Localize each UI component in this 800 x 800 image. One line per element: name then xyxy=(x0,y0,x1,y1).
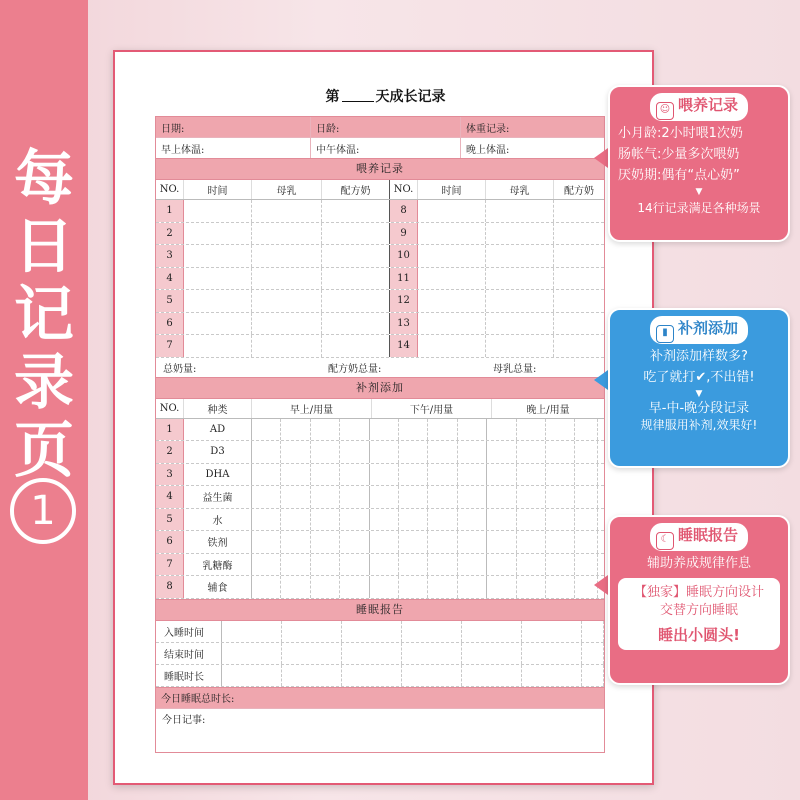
formula-cell[interactable] xyxy=(322,335,390,357)
dose-check-cell[interactable] xyxy=(428,464,457,486)
breast-milk-cell[interactable] xyxy=(252,313,322,335)
supplement-tag xyxy=(650,316,748,344)
feeding-section-title: 喂养记录 xyxy=(156,159,604,180)
dose-check-cell[interactable] xyxy=(517,554,546,576)
dose-check-cell[interactable] xyxy=(428,554,457,576)
dose-check-cell[interactable] xyxy=(546,576,575,598)
header-morning: 早上/用量 xyxy=(252,399,372,418)
breast-milk-cell[interactable] xyxy=(252,335,322,357)
row-number: 10 xyxy=(390,245,418,267)
sleep-time-cell[interactable] xyxy=(582,643,604,664)
breast-milk-cell[interactable] xyxy=(486,290,554,312)
feeding-callout xyxy=(608,85,790,242)
supplement-rows xyxy=(156,419,604,599)
time-cell[interactable] xyxy=(418,223,486,245)
callout-line: 厌奶期:偶有“点心奶” xyxy=(618,168,740,183)
dose-check-cell[interactable] xyxy=(370,441,399,463)
dose-check-cell[interactable] xyxy=(370,486,399,508)
total-milk-field[interactable]: 总奶量: xyxy=(163,363,197,375)
formula-cell[interactable] xyxy=(554,335,604,357)
dose-check-cell[interactable] xyxy=(546,464,575,486)
side-title-char: 每 xyxy=(14,144,74,214)
feeding-tag xyxy=(650,93,748,121)
dose-check-cell[interactable] xyxy=(487,486,516,508)
doc-title xyxy=(115,86,656,106)
dose-check-cell[interactable] xyxy=(428,509,457,531)
feeding-header xyxy=(156,180,604,200)
callout-line: 吃了就打✔,不出错! xyxy=(643,370,755,385)
dose-check-cell[interactable] xyxy=(252,509,281,531)
formula-cell[interactable] xyxy=(322,200,390,222)
sleep-time-cell[interactable] xyxy=(462,643,522,664)
sleep-rows xyxy=(156,621,604,687)
dose-check-cell[interactable] xyxy=(311,531,340,553)
diary-field[interactable] xyxy=(156,709,604,753)
dose-check-cell[interactable] xyxy=(311,509,340,531)
dose-check-cell[interactable] xyxy=(575,464,598,486)
dose-check-cell[interactable] xyxy=(399,419,428,441)
sleep-callout xyxy=(608,515,790,685)
diary-label: 今日记事: xyxy=(162,714,206,726)
time-cell[interactable] xyxy=(418,335,486,357)
dose-check-cell[interactable] xyxy=(575,531,598,553)
supplement-row xyxy=(156,441,604,464)
sleep-row xyxy=(156,643,604,665)
sheet-table xyxy=(155,116,605,753)
sleep-highlight-box xyxy=(618,578,780,650)
callout-line: 辅助养成规律作息 xyxy=(646,556,751,571)
highlight-line: 睡出小圆头! xyxy=(658,626,740,644)
side-title-char: 日 xyxy=(14,212,74,282)
sleep-time-cell[interactable] xyxy=(522,643,582,664)
feeding-rows xyxy=(156,200,604,358)
sleep-total-field[interactable]: 今日睡眠总时长: xyxy=(161,694,235,705)
dose-check-cell[interactable] xyxy=(517,486,546,508)
formula-cell[interactable] xyxy=(554,313,604,335)
dose-check-cell[interactable] xyxy=(517,531,546,553)
record-sheet xyxy=(113,50,654,785)
time-cell[interactable] xyxy=(418,290,486,312)
sleep-tag xyxy=(650,523,748,551)
formula-total-field[interactable]: 配方奶总量: xyxy=(328,363,382,375)
noon-temp-field[interactable]: 中午体温: xyxy=(311,138,461,158)
callout-footer: 早-中-晚分段记录 xyxy=(648,401,750,416)
dose-check-cell[interactable] xyxy=(487,441,516,463)
weight-field[interactable]: 体重记录: xyxy=(466,123,510,135)
dose-check-cell[interactable] xyxy=(458,531,487,553)
supplement-section-title: 补剂添加 xyxy=(156,378,604,399)
title-suffix: 天成长记录 xyxy=(375,89,446,105)
row-number: 3 xyxy=(156,464,184,486)
supplement-kind: D3 xyxy=(184,441,252,463)
dose-check-cell[interactable] xyxy=(487,509,516,531)
dose-check-cell[interactable] xyxy=(370,554,399,576)
dose-check-cell[interactable] xyxy=(399,509,428,531)
formula-cell[interactable] xyxy=(322,268,390,290)
row-number: 8 xyxy=(156,576,184,598)
row-number: 6 xyxy=(156,313,184,335)
dose-check-cell[interactable] xyxy=(487,554,516,576)
dose-check-cell[interactable] xyxy=(399,486,428,508)
dose-check-cell[interactable] xyxy=(311,486,340,508)
supplement-row xyxy=(156,531,604,554)
header-no: NO. xyxy=(156,399,184,418)
time-cell[interactable] xyxy=(184,200,252,222)
down-arrow-icon: ▼ xyxy=(695,389,703,399)
formula-cell[interactable] xyxy=(554,290,604,312)
dose-check-cell[interactable] xyxy=(487,419,516,441)
supplement-kind: DHA xyxy=(184,464,252,486)
supplement-header xyxy=(156,399,604,419)
formula-cell[interactable] xyxy=(322,245,390,267)
dose-check-cell[interactable] xyxy=(458,419,487,441)
supplement-kind: 水 xyxy=(184,509,252,531)
morning-temp-field[interactable]: 早上体温: xyxy=(156,138,311,158)
dose-check-cell[interactable] xyxy=(340,531,369,553)
dose-check-cell[interactable] xyxy=(487,464,516,486)
sleep-time-cell[interactable] xyxy=(222,665,282,686)
breast-milk-cell[interactable] xyxy=(252,223,322,245)
sleeping-baby-icon: ☾ xyxy=(656,532,674,550)
time-cell[interactable] xyxy=(418,245,486,267)
baby-icon: ☺ xyxy=(656,102,674,120)
header-no: NO. xyxy=(390,180,418,199)
dose-check-cell[interactable] xyxy=(428,531,457,553)
age-field[interactable]: 日龄: xyxy=(311,117,461,137)
highlight-line: 交替方向睡眠 xyxy=(659,603,738,618)
dose-check-cell[interactable] xyxy=(546,509,575,531)
dose-check-cell[interactable] xyxy=(340,509,369,531)
dose-check-cell[interactable] xyxy=(281,441,310,463)
sleep-row xyxy=(156,665,604,687)
side-title-char: 页 xyxy=(14,416,74,486)
dose-check-cell[interactable] xyxy=(458,486,487,508)
title-blank[interactable] xyxy=(342,89,374,102)
supplement-row xyxy=(156,486,604,509)
dose-check-cell[interactable] xyxy=(281,509,310,531)
dose-check-cell[interactable] xyxy=(252,531,281,553)
formula-cell[interactable] xyxy=(322,313,390,335)
sleep-time-cell[interactable] xyxy=(282,643,342,664)
dose-check-cell[interactable] xyxy=(399,554,428,576)
sleep-row-label: 入睡时间 xyxy=(156,621,222,642)
sleep-time-cell[interactable] xyxy=(522,621,582,642)
side-title-char: 录 xyxy=(14,348,74,418)
row-number: 7 xyxy=(156,554,184,576)
dose-check-cell[interactable] xyxy=(281,419,310,441)
dose-check-cell[interactable] xyxy=(370,576,399,598)
sleep-time-cell[interactable] xyxy=(222,643,282,664)
dose-check-cell[interactable] xyxy=(311,441,340,463)
sleep-time-cell[interactable] xyxy=(282,621,342,642)
dose-check-cell[interactable] xyxy=(458,509,487,531)
dose-check-cell[interactable] xyxy=(252,576,281,598)
dose-check-cell[interactable] xyxy=(546,554,575,576)
dose-check-cell[interactable] xyxy=(252,554,281,576)
callout-pointer xyxy=(594,575,608,595)
sleep-time-cell[interactable] xyxy=(222,621,282,642)
sleep-time-cell[interactable] xyxy=(582,665,604,686)
dose-check-cell[interactable] xyxy=(252,464,281,486)
dose-check-cell[interactable] xyxy=(546,531,575,553)
callout-line: 肠帐气:少量多次喂奶 xyxy=(618,147,740,162)
supplement-row xyxy=(156,576,604,599)
header-time: 时间 xyxy=(184,180,252,199)
time-cell[interactable] xyxy=(184,313,252,335)
time-cell[interactable] xyxy=(184,223,252,245)
breast-milk-cell[interactable] xyxy=(486,245,554,267)
dose-check-cell[interactable] xyxy=(340,576,369,598)
header-formula: 配方奶 xyxy=(564,186,594,197)
sleep-row-label: 睡眠时长 xyxy=(156,665,222,686)
supplement-row xyxy=(156,554,604,577)
supplement-tag-label: 补剂添加 xyxy=(677,319,738,337)
dose-check-cell[interactable] xyxy=(458,441,487,463)
row-number: 5 xyxy=(156,509,184,531)
dose-check-cell[interactable] xyxy=(575,441,598,463)
time-cell[interactable] xyxy=(184,290,252,312)
sleep-tag-label: 睡眠报告 xyxy=(677,526,738,544)
sleep-time-cell[interactable] xyxy=(342,621,402,642)
sleep-row-label: 结束时间 xyxy=(156,643,222,664)
breast-milk-cell[interactable] xyxy=(252,290,322,312)
row-number: 12 xyxy=(390,290,418,312)
dose-check-cell[interactable] xyxy=(311,554,340,576)
sleep-time-cell[interactable] xyxy=(342,643,402,664)
dose-check-cell[interactable] xyxy=(340,419,369,441)
sleep-time-cell[interactable] xyxy=(282,665,342,686)
sleep-time-cell[interactable] xyxy=(342,665,402,686)
feeding-row xyxy=(156,245,604,268)
supplement-kind: 铁剂 xyxy=(184,531,252,553)
formula-cell[interactable] xyxy=(554,268,604,290)
evening-temp-field[interactable]: 晚上体温: xyxy=(466,144,510,156)
side-title-char: 记 xyxy=(14,280,74,350)
callout-pointer xyxy=(594,370,608,390)
bottle-icon: ▮ xyxy=(656,325,674,343)
dose-check-cell[interactable] xyxy=(428,441,457,463)
side-title xyxy=(6,145,82,485)
header-time: 时间 xyxy=(418,180,486,199)
dose-check-cell[interactable] xyxy=(517,441,546,463)
callout-line: 补剂添加样数多? xyxy=(650,349,748,364)
row-number: 4 xyxy=(156,486,184,508)
row-number: 9 xyxy=(390,223,418,245)
callout-line: 小月龄:2小时喂1次奶 xyxy=(618,126,743,141)
dose-check-cell[interactable] xyxy=(428,486,457,508)
dose-check-cell[interactable] xyxy=(517,464,546,486)
time-cell[interactable] xyxy=(418,313,486,335)
page-number-badge: 1 xyxy=(10,478,76,544)
sleep-time-cell[interactable] xyxy=(402,665,462,686)
row-number: 8 xyxy=(390,200,418,222)
row-number: 7 xyxy=(156,335,184,357)
breast-milk-cell[interactable] xyxy=(252,200,322,222)
formula-cell[interactable] xyxy=(554,223,604,245)
sleep-time-cell[interactable] xyxy=(402,643,462,664)
header-no: NO. xyxy=(156,180,184,199)
dose-check-cell[interactable] xyxy=(458,576,487,598)
dose-check-cell[interactable] xyxy=(575,554,598,576)
header-formula: 配方奶 xyxy=(322,180,390,199)
supplement-kind: 辅食 xyxy=(184,576,252,598)
dose-check-cell[interactable] xyxy=(458,464,487,486)
callout-footer: 规律服用补剂,效果好! xyxy=(640,418,758,432)
row-number: 2 xyxy=(156,441,184,463)
dose-check-cell[interactable] xyxy=(340,486,369,508)
header-evening: 晚上/用量 xyxy=(526,404,570,416)
sleep-time-cell[interactable] xyxy=(582,621,604,642)
dose-check-cell[interactable] xyxy=(575,486,598,508)
dose-check-cell[interactable] xyxy=(340,464,369,486)
supplement-kind: 益生菌 xyxy=(184,486,252,508)
feeding-row xyxy=(156,223,604,246)
dose-check-cell[interactable] xyxy=(575,419,598,441)
supplement-row xyxy=(156,464,604,487)
dose-check-cell[interactable] xyxy=(487,531,516,553)
dose-check-cell[interactable] xyxy=(281,464,310,486)
dose-check-cell[interactable] xyxy=(546,419,575,441)
header-breast-milk: 母乳 xyxy=(486,180,554,199)
time-cell[interactable] xyxy=(184,335,252,357)
sleep-time-cell[interactable] xyxy=(462,621,522,642)
breast-milk-cell[interactable] xyxy=(252,245,322,267)
breast-milk-cell[interactable] xyxy=(486,200,554,222)
down-arrow-icon: ▼ xyxy=(695,187,703,197)
dose-check-cell[interactable] xyxy=(399,531,428,553)
formula-cell[interactable] xyxy=(322,290,390,312)
time-cell[interactable] xyxy=(184,245,252,267)
dose-check-cell[interactable] xyxy=(399,576,428,598)
row-number: 2 xyxy=(156,223,184,245)
feeding-row xyxy=(156,335,604,358)
supplement-row xyxy=(156,419,604,442)
breast-milk-cell[interactable] xyxy=(486,335,554,357)
dose-check-cell[interactable] xyxy=(252,486,281,508)
dose-check-cell[interactable] xyxy=(517,419,546,441)
sleep-row xyxy=(156,621,604,643)
row-number: 13 xyxy=(390,313,418,335)
supplement-callout xyxy=(608,308,790,468)
dose-check-cell[interactable] xyxy=(370,419,399,441)
header-breast-milk: 母乳 xyxy=(252,180,322,199)
dose-check-cell[interactable] xyxy=(370,531,399,553)
supplement-kind: AD xyxy=(184,419,252,441)
time-cell[interactable] xyxy=(418,200,486,222)
dose-check-cell[interactable] xyxy=(252,419,281,441)
breast-milk-cell[interactable] xyxy=(486,313,554,335)
feeding-row xyxy=(156,290,604,313)
row-number: 5 xyxy=(156,290,184,312)
dose-check-cell[interactable] xyxy=(370,509,399,531)
dose-check-cell[interactable] xyxy=(340,441,369,463)
dose-check-cell[interactable] xyxy=(546,486,575,508)
time-cell[interactable] xyxy=(184,268,252,290)
row-number: 3 xyxy=(156,245,184,267)
dose-check-cell[interactable] xyxy=(546,441,575,463)
dose-check-cell[interactable] xyxy=(370,464,399,486)
date-field[interactable]: 日期: xyxy=(156,117,311,137)
feeding-row xyxy=(156,200,604,223)
dose-check-cell[interactable] xyxy=(281,576,310,598)
dose-check-cell[interactable] xyxy=(252,441,281,463)
feeding-tag-label: 喂养记录 xyxy=(677,96,738,114)
dose-check-cell[interactable] xyxy=(399,464,428,486)
dose-check-cell[interactable] xyxy=(517,576,546,598)
feeding-totals xyxy=(156,358,604,378)
dose-check-cell[interactable] xyxy=(281,554,310,576)
dose-check-cell[interactable] xyxy=(428,576,457,598)
dose-check-cell[interactable] xyxy=(311,419,340,441)
row-number: 14 xyxy=(390,335,418,357)
dose-check-cell[interactable] xyxy=(311,576,340,598)
callout-pointer xyxy=(594,148,608,168)
breast-milk-total-field[interactable]: 母乳总量: xyxy=(493,363,537,375)
sleep-time-cell[interactable] xyxy=(402,621,462,642)
header-afternoon: 下午/用量 xyxy=(372,399,492,418)
highlight-line: 【独家】睡眠方向设计 xyxy=(633,585,764,600)
sleep-section-title: 睡眠报告 xyxy=(156,599,604,621)
row-number: 1 xyxy=(156,419,184,441)
row-number: 6 xyxy=(156,531,184,553)
title-prefix: 第 xyxy=(325,89,340,105)
breast-milk-cell[interactable] xyxy=(252,268,322,290)
supplement-kind: 乳糖酶 xyxy=(184,554,252,576)
sleep-time-cell[interactable] xyxy=(462,665,522,686)
dose-check-cell[interactable] xyxy=(340,554,369,576)
dose-check-cell[interactable] xyxy=(458,554,487,576)
formula-cell[interactable] xyxy=(554,245,604,267)
feeding-row xyxy=(156,268,604,291)
header-kind: 种类 xyxy=(184,399,252,418)
supplement-row xyxy=(156,509,604,532)
sleep-time-cell[interactable] xyxy=(522,665,582,686)
breast-milk-cell[interactable] xyxy=(486,223,554,245)
row-number: 1 xyxy=(156,200,184,222)
dose-check-cell[interactable] xyxy=(575,509,598,531)
dose-check-cell[interactable] xyxy=(311,464,340,486)
row-number: 4 xyxy=(156,268,184,290)
dose-check-cell[interactable] xyxy=(281,531,310,553)
dose-check-cell[interactable] xyxy=(487,576,516,598)
formula-cell[interactable] xyxy=(322,223,390,245)
feeding-row xyxy=(156,313,604,336)
breast-milk-cell[interactable] xyxy=(486,268,554,290)
row-number: 11 xyxy=(390,268,418,290)
formula-cell[interactable] xyxy=(554,200,604,222)
time-cell[interactable] xyxy=(418,268,486,290)
dose-check-cell[interactable] xyxy=(399,441,428,463)
dose-check-cell[interactable] xyxy=(428,419,457,441)
callout-footer: 14行记录满足各种场景 xyxy=(637,201,761,215)
dose-check-cell[interactable] xyxy=(517,509,546,531)
dose-check-cell[interactable] xyxy=(281,486,310,508)
